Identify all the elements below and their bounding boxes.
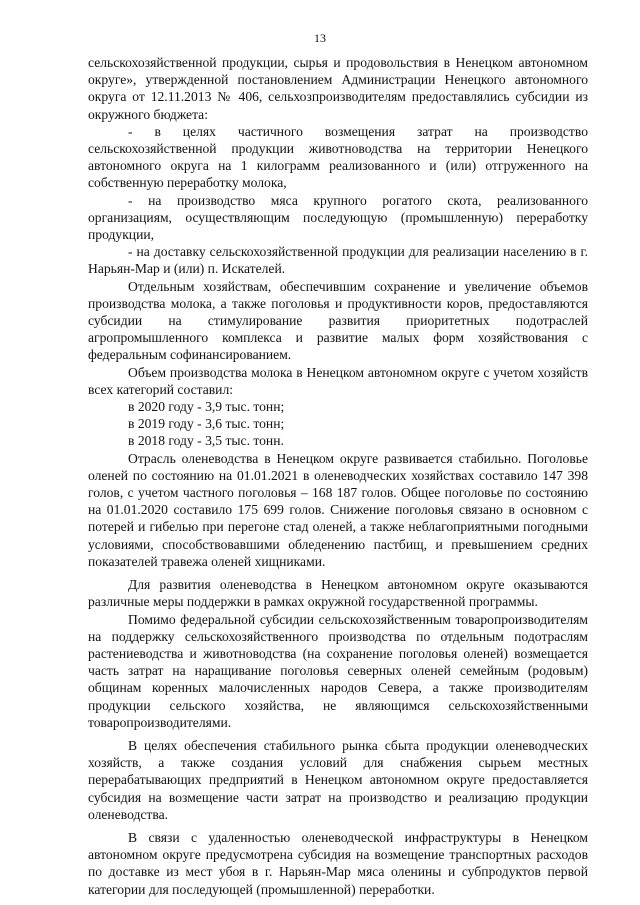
- paragraph-milk-volume: Объем производства молока в Ненецком автономном округе с учетом хозяйств всех категорий составил:: [88, 364, 588, 397]
- page-number: 13: [314, 31, 326, 45]
- paragraph-transport-subsidy: В связи с удаленностью оленеводческой инфраструктуры в Ненецком автономном округе предусмотрена субсидия на возмещение транспортных расходов по доставке из мест убоя в г. Нарьян-Мар мяса оленины и субпродуктов первой категории для последующей (промышленной) переработки.: [88, 829, 588, 897]
- paragraph-1: сельскохозяйственной продукции, сырья и продовольствия в Ненецком автономном округе», утвержденной постановлением Администрации Ненецкого автономного округа от 12.11.2013 № 406, сельхозпроизводителям предоставлялись субсидии из окружного бюджета:: [88, 55, 588, 122]
- paragraph-market-stability: В целях обеспечения стабильного рынка сбыта продукции оленеводческих хозяйств, а также создания условий для снабжения сырьем местных перерабатывающих предприятий в Ненецком автономном округе предоставляется субсидия на возмещение части затрат на производство и реализацию продукции оленеводства.: [88, 737, 588, 822]
- bullet-subsidy-meat: - на производство мяса крупного рогатого скота, реализованного организациям, осуществляющим последующую (промышленную) переработку продукции,: [88, 192, 588, 243]
- paragraph-separate-farms: Отдельным хозяйствам, обеспечившим сохранение и увеличение объемов производства молока, а также поголовья и продуктивности коров, предоставляются субсидии на стимулирование развития приоритетных подотраслей агропромышленного комплекса и развитие малых форм хозяйствования с федеральным софинансированием.: [88, 278, 588, 363]
- paragraph-reindeer-herding: Отрасль оленеводства в Ненецком округе развивается стабильно. Поголовье оленей по состоянию на 01.01.2021 в оленеводческих хозяйствах составило 147 398 голов, с учетом частного поголовья – 168 187 голов. Общее поголовье по состоянию на 01.01.2020 составило 175 699 голов. Снижение поголовья связано в основном с потерей и гибелью при перегоне стад оленей, а также неблагоприятными погодными условиями, способствовавшими обледенению пастбищ, и превышением средних показателей травежа оленей хищниками.: [88, 450, 588, 569]
- bullet-subsidy-delivery: - на доставку сельскохозяйственной продукции для реализации населению в г. Нарьян-Мар и (или) п. Искателей.: [88, 244, 588, 277]
- milk-volume-2020: в 2020 году - 3,9 тыс. тонн;: [128, 399, 285, 415]
- bullet-subsidy-milk: - в целях частичного возмещения затрат на производство сельскохозяйственной продукции животноводства на территории Ненецкого автономного округа на 1 килограмм реализованного и (или) отгруженного на собственную переработку молока,: [88, 123, 588, 191]
- document-body: [88, 54, 588, 898]
- milk-volume-2019: в 2019 году - 3,6 тыс. тонн;: [128, 416, 285, 432]
- paragraph-support-measures: Для развития оленеводства в Ненецком автономном округе оказываются различные меры поддержки в рамках окружной государственной программы.: [88, 577, 588, 610]
- milk-volume-2018: в 2018 году - 3,5 тыс. тонн.: [128, 433, 284, 449]
- paragraph-federal-subsidy: Помимо федеральной субсидии сельскохозяйственным товаропроизводителям на поддержку сельскохозяйственного производства по отдельным подотраслям растениеводства и животноводства (на сохранение поголовья оленей) возмещается часть затрат на наращивание поголовья северных оленей семейным (родовым) общинам коренных малочисленных народов Севера, а также производителям продукции сельского хозяйства, не являющимся сельскохозяйственными товаропроизводителями.: [88, 611, 588, 730]
